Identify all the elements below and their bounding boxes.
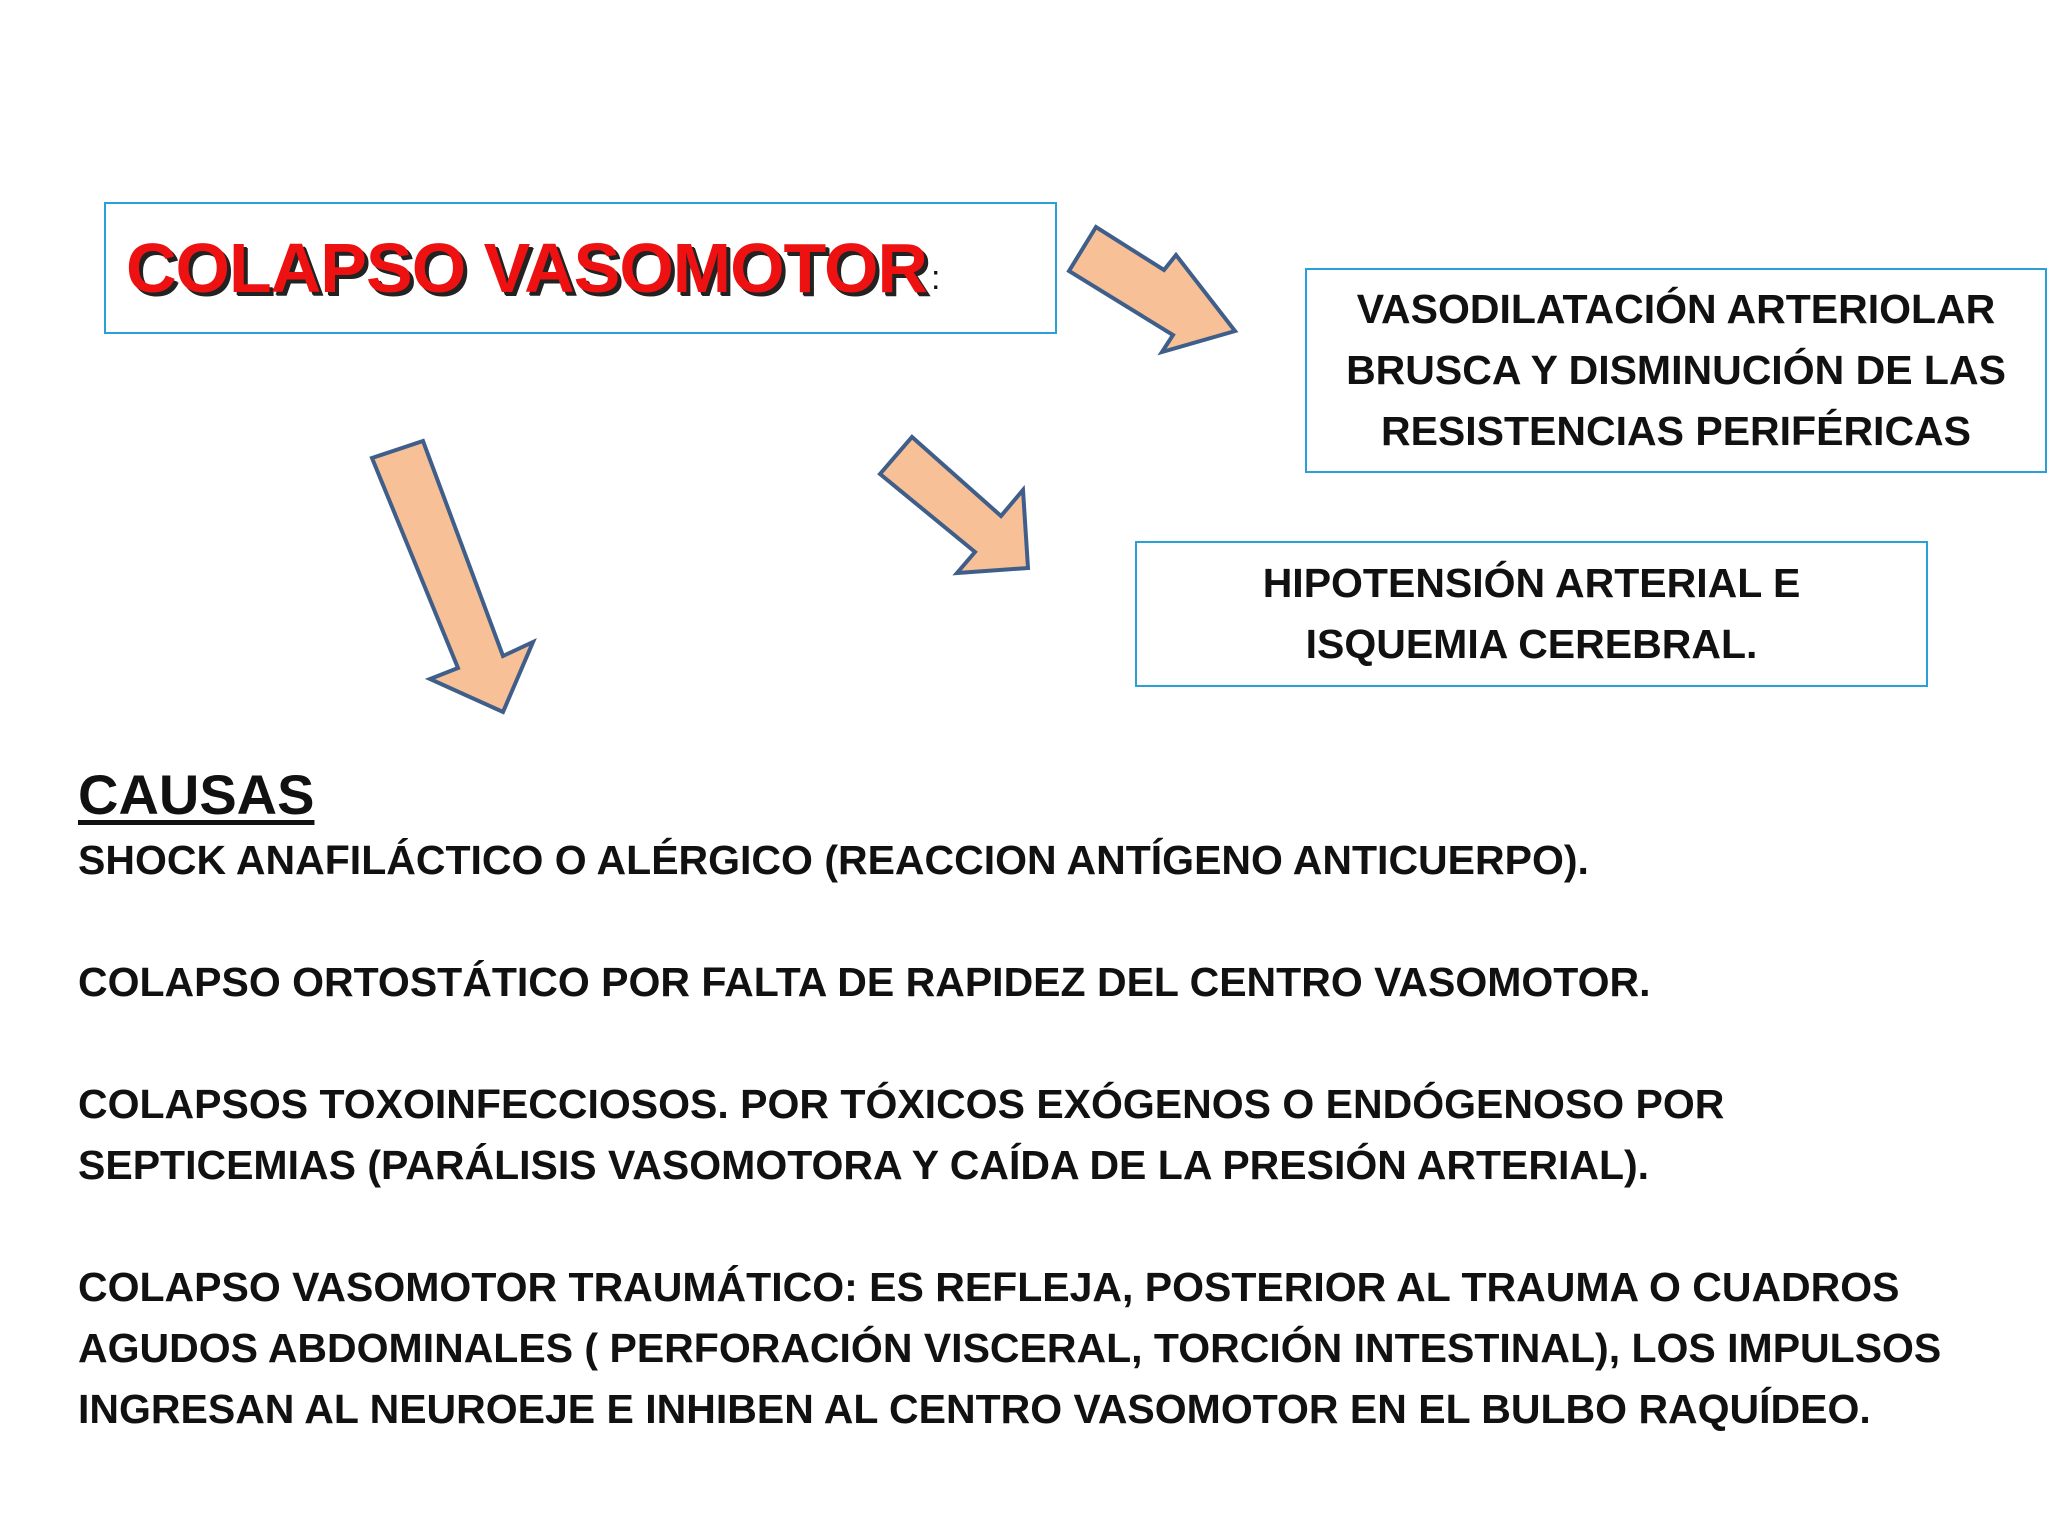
causes-section — [78, 760, 2028, 1501]
effect-text — [1263, 553, 1801, 675]
effect-text — [1346, 279, 2006, 462]
arrow-shape — [880, 437, 1028, 573]
cause-line: AGUDOS ABDOMINALES ( PERFORACIÓN VISCERAL, TORCIÓN INTESTINAL), LOS IMPULSOS — [78, 1325, 1942, 1371]
arrow-shape — [372, 441, 533, 712]
arrow-to-vasodilation — [1069, 227, 1235, 352]
causes-heading: CAUSAS — [78, 763, 315, 826]
cause-line: COLAPSO VASOMOTOR TRAUMÁTICO: ES REFLEJA, POSTERIOR AL TRAUMA O CUADROS — [78, 1264, 1900, 1310]
effect-line: RESISTENCIAS PERIFÉRICAS — [1380, 408, 1972, 454]
cause-line: COLAPSO ORTOSTÁTICO POR FALTA DE RAPIDEZ DEL CENTRO VASOMOTOR. — [78, 959, 1651, 1005]
cause-line: SHOCK ANAFILÁCTICO O ALÉRGICO (REACCION ANTÍGENO ANTICUERPO). — [78, 837, 1589, 883]
cause-line: SEPTICEMIAS (PARÁLISIS VASOMOTORA Y CAÍDA DE LA PRESIÓN ARTERIAL). — [78, 1142, 1650, 1188]
title-colon: : — [931, 259, 941, 297]
effect-line: BRUSCA Y DISMINUCIÓN DE LAS — [1346, 347, 2006, 393]
cause-item — [78, 1257, 2028, 1440]
arrow-shape — [1069, 227, 1235, 352]
effect-line: VASODILATACIÓN ARTERIOLAR — [1356, 286, 1996, 332]
effect-box-vasodilation — [1305, 268, 2047, 473]
cause-line: COLAPSOS TOXOINFECCIOSOS. POR TÓXICOS EXÓGENOS O ENDÓGENOSO POR — [78, 1081, 1725, 1127]
cause-item — [78, 952, 2028, 1013]
page-title: COLAPSO VASOMOTOR — [126, 229, 928, 307]
cause-item — [78, 1074, 2028, 1196]
cause-item — [78, 830, 2028, 891]
title-box — [104, 202, 1057, 334]
cause-line: INGRESAN AL NEUROEJE E INHIBEN AL CENTRO VASOMOTOR EN EL BULBO RAQUÍDEO. — [78, 1386, 1871, 1432]
effect-line: ISQUEMIA CEREBRAL. — [1305, 621, 1758, 667]
arrow-to-hypotension — [880, 437, 1028, 573]
effect-box-hypotension — [1135, 541, 1928, 687]
effect-line: HIPOTENSIÓN ARTERIAL E — [1262, 560, 1801, 606]
arrow-to-causes — [372, 441, 533, 712]
